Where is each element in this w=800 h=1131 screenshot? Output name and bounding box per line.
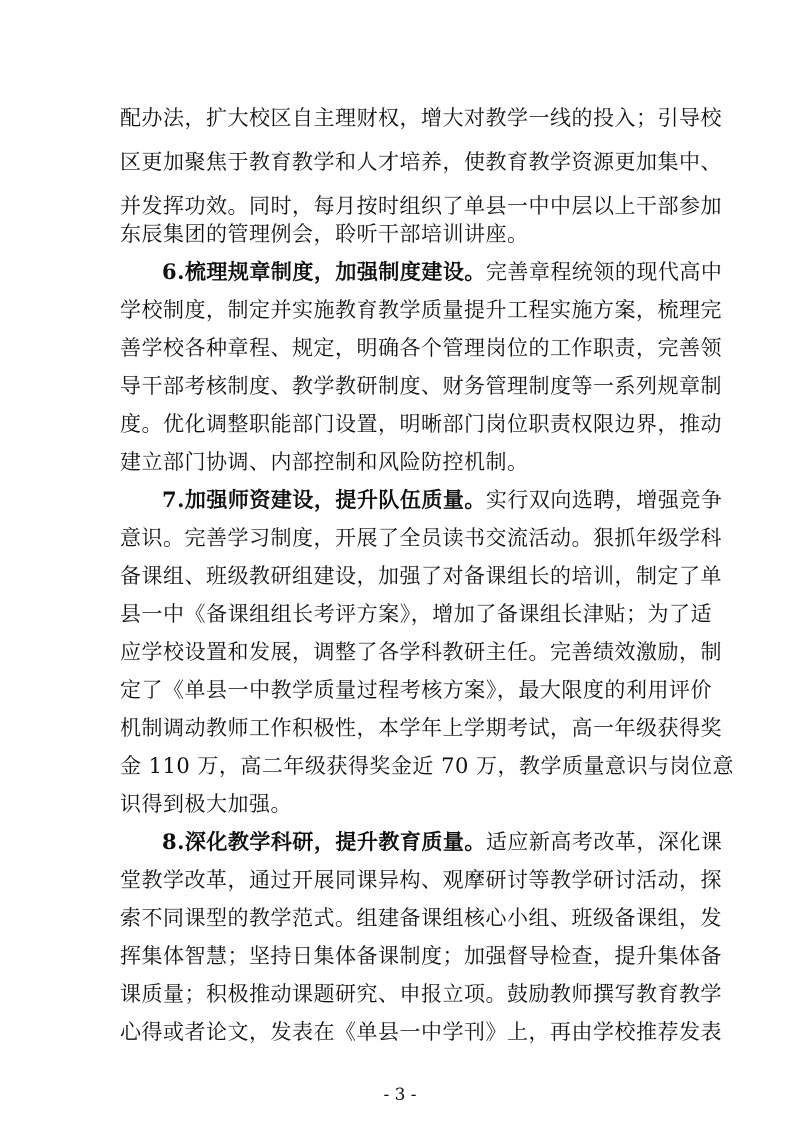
- text-line: 定了《单县一中教学质量过程考核方案》，最大限度的利用评价: [120, 678, 712, 702]
- text-line: 配办法，扩大校区自主理财权，增大对教学一线的投入；引导校: [120, 106, 722, 130]
- text-line: 县一中《备课组组长考评方案》，增加了备课组长津贴；为了适: [120, 602, 712, 626]
- text-line: 索不同课型的教学范式。组建备课组核心小组、班级备课组，发: [120, 906, 722, 930]
- text-line: 挥集体智慧；坚持日集体备课制度；加强督导检查，提升集体备: [120, 944, 722, 968]
- text-line: 金 110 万，高二年级获得奖金近 70 万，教学质量意识与岗位意: [120, 754, 735, 778]
- text-line: 适应新高考改革，深化课: [485, 830, 723, 854]
- text-line: 实行双向选聘，增强竞争: [485, 488, 723, 512]
- text-line: 堂教学改革，通过开展同课异构、观摩研讨等教学研讨活动，探: [120, 868, 722, 892]
- text-line: 区更加聚焦于教育教学和人才培养，使教育教学资源更加集中、: [120, 150, 722, 174]
- text-line: 东辰集团的管理例会，聆听干部培训讲座。: [120, 222, 529, 246]
- paragraph-first-line: [162, 483, 723, 517]
- section-heading: 6.梳理规章制度，加强制度建设。: [162, 259, 486, 284]
- text-line: 识得到极大加强。: [120, 792, 292, 816]
- text-line: 学校制度，制定并实施教育教学质量提升工程实施方案，梳理完: [120, 298, 722, 322]
- text-line: 建立部门协调、内部控制和风险防控机制。: [120, 450, 529, 474]
- paragraph-first-line: [162, 255, 723, 289]
- page-number: - 3 -: [383, 1085, 417, 1105]
- text-line: 备课组、班级教研组建设，加强了对备课组长的培训，制定了单: [120, 564, 722, 588]
- paragraph-first-line: [162, 825, 723, 859]
- text-line: 完善章程统领的现代高中: [485, 260, 723, 284]
- text-line: 善学校各种章程、规定，明确各个管理岗位的工作职责，完善领: [120, 336, 722, 360]
- text-line: 导干部考核制度、教学教研制度、财务管理制度等一系列规章制: [120, 374, 722, 398]
- text-line: 机制调动教师工作积极性，本学年上学期考试，高一年级获得奖: [120, 716, 722, 740]
- text-line: 心得或者论文，发表在《单县一中学刊》上，再由学校推荐发表: [120, 1020, 722, 1044]
- text-line: 意识。完善学习制度，开展了全员读书交流活动。狠抓年级学科: [120, 526, 722, 550]
- text-line: 课质量；积极推动课题研究、申报立项。鼓励教师撰写教育教学: [120, 982, 722, 1006]
- section-heading: 8.深化教学科研，提升教育质量。: [162, 829, 486, 854]
- text-line: 并发挥功效。同时，每月按时组织了单县一中中层以上干部参加: [120, 194, 722, 218]
- text-line: 度。优化调整职能部门设置，明晰部门岗位职责权限边界，推动: [120, 412, 722, 436]
- section-heading: 7.加强师资建设，提升队伍质量。: [162, 487, 486, 512]
- text-line: 应学校设置和发展，调整了各学科教研主任。完善绩效激励，制: [120, 640, 722, 664]
